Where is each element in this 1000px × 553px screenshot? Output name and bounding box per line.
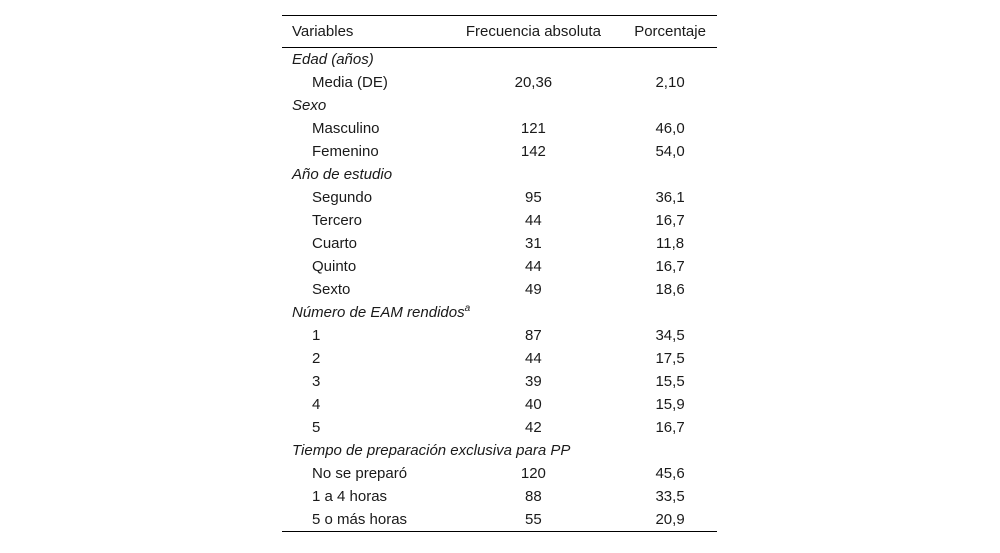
group-row-numero-eam [282,301,717,324]
row-frecuencia: 31 [525,235,542,252]
table-row [282,140,717,163]
row-label: 1 [312,327,321,344]
row-porcentaje: 34,5 [655,327,685,344]
row-label: Quinto [312,258,357,275]
row-porcentaje: 16,7 [655,212,685,229]
table-row [282,462,717,485]
header-variables: Variables [292,23,354,40]
row-frecuencia: 120 [520,465,546,482]
row-label: Sexto [312,281,351,298]
group-row-edad [282,48,717,72]
row-frecuencia: 39 [525,373,542,390]
row-label: 5 [312,419,321,436]
row-label: Segundo [312,189,373,206]
table-header-row [282,16,717,48]
table-row [282,255,717,278]
table-row [282,370,717,393]
row-label: 5 o más horas [312,511,408,528]
group-label: Edad (años) [292,51,374,68]
row-porcentaje: 36,1 [655,189,685,206]
table-row [282,186,717,209]
table-row [282,324,717,347]
group-label: Sexo [292,97,327,114]
row-label: No se preparó [312,465,408,482]
group-row-ano-de-estudio [282,163,717,186]
data-table-container [282,15,717,532]
row-porcentaje: 45,6 [655,465,685,482]
table-row [282,508,717,532]
row-porcentaje: 16,7 [655,258,685,275]
row-porcentaje: 54,0 [655,143,685,160]
row-label: Tercero [312,212,363,229]
group-label-cell [282,301,717,324]
table-row [282,117,717,140]
row-frecuencia: 20,36 [514,74,553,91]
table-row [282,416,717,439]
row-label: Masculino [312,120,380,137]
row-porcentaje: 15,5 [655,373,685,390]
row-label: 3 [312,373,321,390]
group-row-sexo [282,94,717,117]
row-frecuencia: 44 [525,258,542,275]
row-porcentaje: 18,6 [655,281,685,298]
group-row-tiempo-preparacion [282,439,717,462]
row-porcentaje: 17,5 [655,350,685,367]
row-label: Cuarto [312,235,358,252]
header-frecuencia-absoluta: Frecuencia absoluta [465,23,601,40]
row-frecuencia: 95 [525,189,542,206]
header-porcentaje: Porcentaje [634,23,706,40]
row-porcentaje: 15,9 [655,396,685,413]
table-row [282,278,717,301]
table-row [282,347,717,370]
row-frecuencia: 40 [525,396,542,413]
table-row [282,393,717,416]
table-body [282,48,717,532]
row-label: 2 [312,350,321,367]
row-frecuencia: 88 [525,488,542,505]
row-porcentaje: 33,5 [655,488,685,505]
row-label: 1 a 4 horas [312,488,388,505]
row-porcentaje: 2,10 [655,74,685,91]
row-frecuencia: 44 [525,212,542,229]
row-frecuencia: 55 [525,511,542,528]
footnote-marker: a [464,303,471,314]
row-frecuencia: 42 [525,419,542,436]
group-label: Tiempo de preparación exclusiva para PP [292,442,571,459]
row-label: 4 [312,396,321,413]
row-frecuencia: 44 [525,350,542,367]
table-row [282,71,717,94]
table-row [282,485,717,508]
row-porcentaje: 11,8 [656,235,685,252]
row-frecuencia: 87 [525,327,542,344]
row-label: Femenino [312,143,379,160]
table-row [282,232,717,255]
group-label: Año de estudio [292,166,393,183]
row-porcentaje: 20,9 [655,511,685,528]
row-label: Media (DE) [312,74,388,91]
row-frecuencia: 49 [525,281,542,298]
row-porcentaje: 46,0 [655,120,685,137]
group-label: Número de EAM rendidos [292,304,465,321]
row-frecuencia: 121 [520,120,546,137]
table-row [282,209,717,232]
row-porcentaje: 16,7 [655,419,685,436]
characteristics-table [282,15,717,532]
row-frecuencia: 142 [520,143,546,160]
